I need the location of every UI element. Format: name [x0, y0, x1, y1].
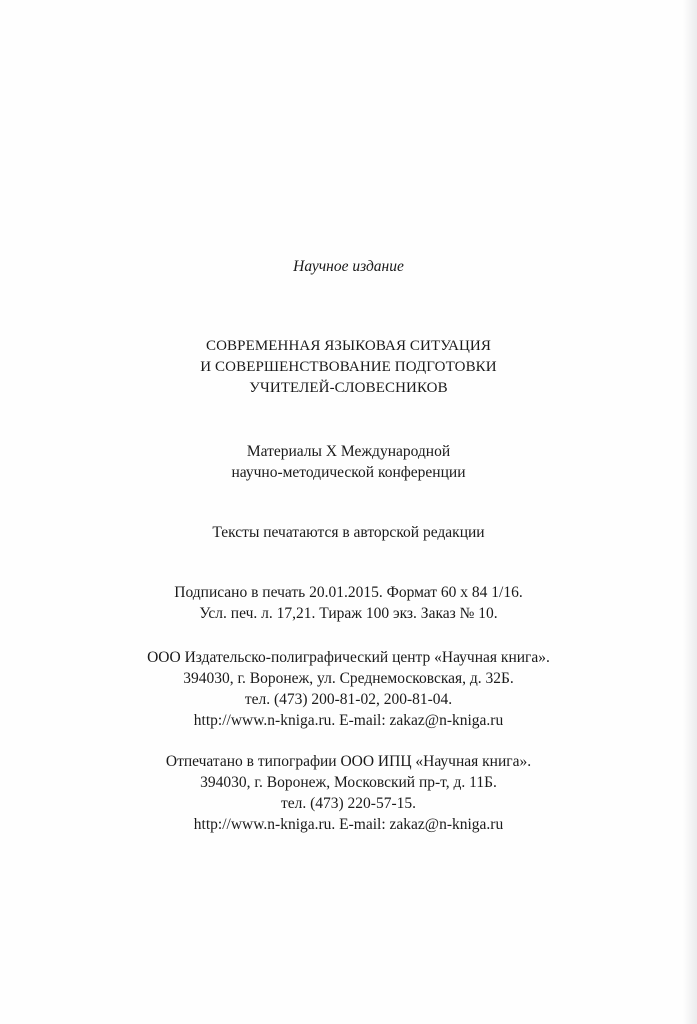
title-line-2: И СОВЕРШЕНСТВОВАНИЕ ПОДГОТОВКИ — [200, 359, 497, 375]
edition-type: Научное издание — [293, 258, 404, 275]
title-block — [0, 336, 697, 399]
print-info-line-1: Подписано в печать 20.01.2015. Формат 60 x 84 1/16. — [174, 584, 523, 601]
print-info-line-2: Усл. печ. л. 17,21. Тираж 100 экз. Заказ № 10. — [199, 605, 498, 622]
subtitle-line-1: Материалы X Международной — [246, 443, 451, 460]
publisher-line-4: http://www.n-kniga.ru. E-mail: zakaz@n-kniga.ru — [193, 712, 504, 729]
subtitle-line-2: научно-методической конференции — [231, 464, 466, 481]
print-info-block — [0, 582, 697, 624]
printer-line-1: Отпечатано в типографии ООО ИПЦ «Научная книга». — [165, 753, 532, 770]
editorial-note: Тексты печатаются в авторской редакции — [212, 524, 485, 541]
publisher-line-2: 394030, г. Воронеж, ул. Среднемосковская, д. 32Б. — [183, 670, 514, 687]
scan-edge-shadow — [683, 0, 697, 1024]
printer-line-3: тел. (473) 220-57-15. — [280, 795, 417, 812]
subtitle-block — [0, 441, 697, 483]
publisher-block — [0, 647, 697, 731]
printer-line-4: http://www.n-kniga.ru. E-mail: zakaz@n-kniga.ru — [193, 816, 504, 833]
printer-line-2: 394030, г. Воронеж, Московский пр-т, д. 11Б. — [200, 774, 497, 791]
publisher-line-1: ООО Издательско-полиграфический центр «Научная книга». — [147, 649, 550, 666]
editorial-note-block — [0, 522, 697, 543]
printer-block — [0, 751, 697, 835]
title-line-3: УЧИТЕЛЕЙ-СЛОВЕСНИКОВ — [249, 380, 448, 396]
edition-type-block — [0, 256, 697, 277]
title-line-1: СОВРЕМЕННАЯ ЯЗЫКОВАЯ СИТУАЦИЯ — [206, 338, 491, 354]
publisher-line-3: тел. (473) 200-81-02, 200-81-04. — [244, 691, 453, 708]
